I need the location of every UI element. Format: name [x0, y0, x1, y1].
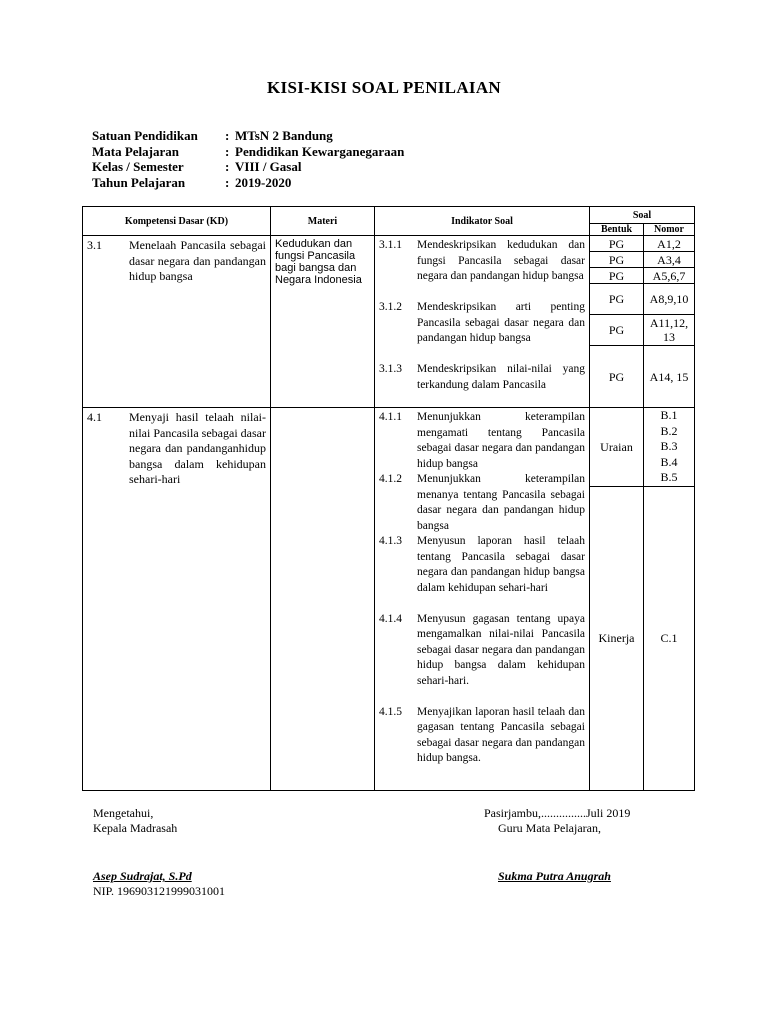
indikator-text: Menunjukkan keterampilan mengamati tentang Pancasila sebagai dasar negara dan pandangan hidup bangsa: [417, 411, 585, 470]
nomor-cell: A8,9,10: [644, 284, 695, 315]
nomor-cell: A14, 15: [644, 346, 695, 408]
indikator-cell: [375, 236, 590, 408]
indikator-number: 4.1.5: [379, 705, 402, 718]
kd-text: Menyaji hasil telaah nilai-nilai Pancasila sebagai dasar negara dan pandanganhidup bangsa dalam kehidupan sehari-hari: [129, 410, 266, 486]
indikator-item: [379, 300, 585, 362]
nomor-cell: A11,12, 13: [644, 315, 695, 346]
acknowledgement-text: Mengetahui,: [93, 806, 154, 820]
bentuk-cell: PG: [590, 236, 644, 252]
indikator-number: 4.1.4: [379, 612, 402, 625]
bentuk-cell: Kinerja: [590, 486, 644, 790]
nomor-item: B.5: [660, 470, 678, 484]
signature-left: [93, 806, 225, 899]
indikator-text: Menyusun laporan hasil telaah tentang Pancasila sebagai dasar negara dan pandangan hidup bangsa dalam kehidupan sehari-hari: [417, 535, 585, 594]
info-row: [92, 144, 404, 160]
indikator-text: Mendeskripsikan nilai-nilai yang terkandung dalam Pancasila: [417, 363, 585, 391]
info-value: Pendidikan Kewarganegaraan: [235, 143, 405, 159]
header-nomor: Nomor: [644, 224, 695, 236]
indikator-number: 4.1.2: [379, 473, 402, 485]
info-value: MTsN 2 Bandung: [235, 128, 333, 143]
nomor-item: B.3: [660, 439, 678, 453]
materi-cell: [271, 236, 375, 408]
indikator-text: Menunjukkan keterampilan menanya tentang Pancasila sebagai dasar negara dan pandangan hidup bangsa: [417, 473, 585, 532]
document-title: KISI-KISI SOAL PENILAIAN: [267, 78, 501, 97]
nomor-item: B.4: [660, 454, 678, 469]
materi-text: Kedudukan dan fungsi Pancasila bagi bangsa dan Negara Indonesia: [275, 238, 362, 286]
materi-text: [271, 408, 374, 412]
info-row: [92, 128, 404, 144]
info-row: [92, 159, 404, 175]
kisi-kisi-table: [82, 206, 695, 791]
info-separator: :: [225, 159, 230, 174]
materi-cell: [271, 408, 375, 791]
bentuk-cell: PG: [590, 268, 644, 284]
indikator-number: 4.1.3: [379, 535, 402, 547]
indikator-text: Menyajikan laporan hasil telaah dan gagasan tentang Pancasila sebagai sebagai dasar negara dan pandangan hidup bangsa.: [417, 705, 585, 764]
nomor-cell: A5,6,7: [644, 268, 695, 284]
indikator-item: [379, 705, 585, 767]
info-label: Satuan Pendidikan: [92, 128, 198, 143]
header-row: [83, 207, 695, 224]
indikator-number: 3.1.1: [379, 239, 402, 251]
nomor-cell: A3,4: [644, 252, 695, 268]
nomor-cell: [644, 408, 695, 487]
indikator-number: 3.1.2: [379, 301, 402, 313]
indikator-item: [379, 472, 585, 534]
header-bentuk: Bentuk: [590, 224, 644, 236]
bentuk-cell: PG: [590, 346, 644, 408]
info-row: [92, 175, 404, 191]
kd-cell: [83, 236, 271, 408]
kd-number: 4.1: [87, 410, 102, 424]
place-date: Pasirjambu,...............Juli 2019: [484, 806, 631, 820]
info-separator: :: [225, 143, 230, 159]
table-row: [83, 236, 695, 252]
principal-nip: NIP. 196903121999031001: [93, 884, 226, 898]
info-separator: :: [225, 174, 230, 190]
info-label: Tahun Pelajaran: [92, 174, 186, 190]
bentuk-cell: Uraian: [590, 408, 644, 487]
bentuk-cell: PG: [590, 284, 644, 315]
header-kd: Kompetensi Dasar (KD): [83, 207, 271, 236]
indikator-item: [379, 410, 585, 472]
indikator-text: Mendeskripsikan kedudukan dan fungsi Pancasila sebagai dasar negara dan pandangan hidup bangsa: [417, 239, 585, 282]
kd-cell: [83, 408, 271, 791]
info-value: 2019-2020: [235, 174, 292, 190]
teacher-name: Sukma Putra Anugrah: [498, 869, 611, 883]
header-indikator: Indikator Soal: [375, 207, 590, 236]
header-materi: Materi: [271, 207, 375, 236]
indikator-number: 4.1.1: [379, 411, 402, 423]
kd-text: Menelaah Pancasila sebagai dasar negara dan pandangan hidup bangsa: [129, 238, 266, 283]
signature-right: [484, 806, 630, 884]
table-row: [83, 408, 695, 487]
nomor-cell: A1,2: [644, 236, 695, 252]
bentuk-cell: PG: [590, 315, 644, 346]
nomor-item: B.1: [660, 408, 678, 422]
info-value: VIII / Gasal: [235, 159, 302, 174]
indikator-cell: [375, 408, 590, 791]
indikator-text: Mendeskripsikan arti penting Pancasila sebagai dasar negara dan pandangan hidup bangsa: [417, 301, 585, 344]
principal-name: Asep Sudrajat, S.Pd: [93, 869, 192, 883]
indikator-text: Menyusun gagasan tentang upaya mengamalkan nilai-nilai Pancasila sebagai dasar negara dan pandangan hidup bangsa dalam kehidupan sehari-hari.: [417, 612, 585, 687]
indikator-item: [379, 362, 585, 393]
principal-title: Kepala Madrasah: [93, 821, 178, 835]
nomor-cell: C.1: [644, 486, 695, 790]
nomor-item: B.2: [660, 423, 678, 438]
indikator-item: [379, 238, 585, 300]
teacher-title: Guru Mata Pelajaran,: [498, 821, 601, 835]
info-separator: :: [225, 128, 230, 143]
info-block: [92, 128, 404, 190]
indikator-item: [379, 612, 585, 705]
info-label: Mata Pelajaran: [92, 143, 180, 159]
kd-number: 3.1: [87, 238, 102, 252]
info-label: Kelas / Semester: [92, 159, 184, 174]
indikator-number: 3.1.3: [379, 363, 402, 375]
header-soal: Soal: [590, 207, 695, 224]
indikator-item: [379, 534, 585, 612]
bentuk-cell: PG: [590, 252, 644, 268]
